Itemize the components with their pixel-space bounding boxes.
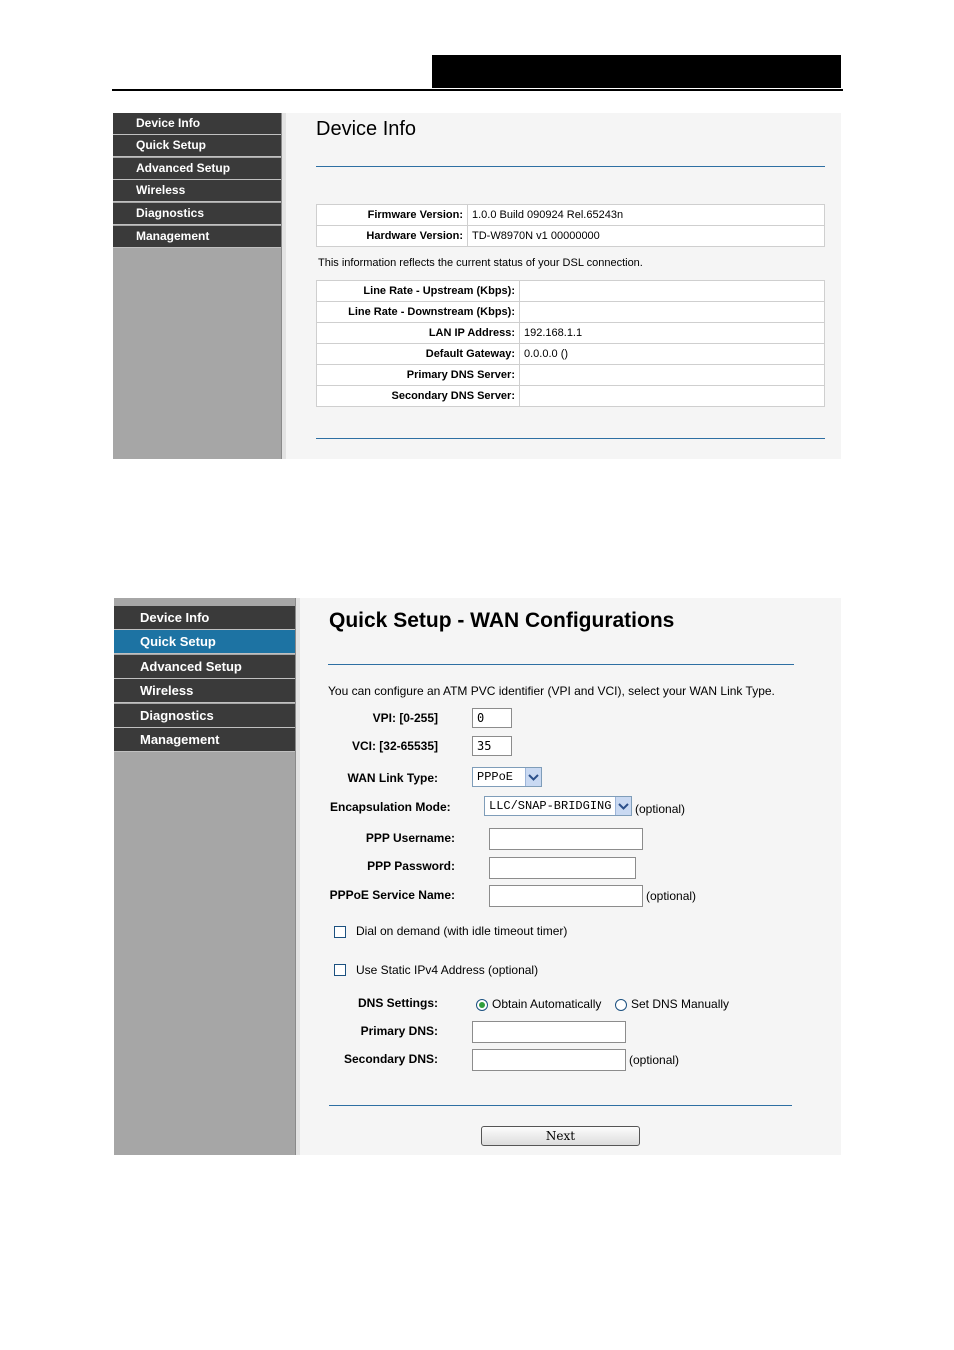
pppoe-optional-note: (optional) (646, 889, 697, 903)
title-divider (328, 664, 794, 665)
secondary-dns-input[interactable] (472, 1049, 626, 1071)
primary-dns-input[interactable] (472, 1021, 626, 1043)
ppp-username-input[interactable] (489, 828, 643, 850)
chevron-down-icon[interactable] (615, 797, 631, 815)
bottom-divider (329, 1105, 792, 1106)
sidebar-separator (295, 598, 300, 1155)
version-table (316, 204, 825, 247)
lan-ip-label: LAN IP Address: (317, 323, 520, 344)
secondary-dns-label: Secondary DNS: (343, 1052, 438, 1066)
page-title: Quick Setup - WAN Configurations (329, 609, 675, 632)
table-row (317, 344, 825, 365)
device-info-screenshot (113, 113, 841, 459)
encapsulation-mode-select[interactable] (484, 796, 632, 816)
dns-obtain-automatically-label: Obtain Automatically (492, 997, 602, 1011)
downstream-rate-label: Line Rate - Downstream (Kbps): (317, 302, 520, 323)
dial-on-demand-label: Dial on demand (with idle timeout timer) (356, 924, 568, 938)
ppp-password-label: PPP Password: (367, 859, 455, 873)
table-row (317, 386, 825, 407)
wan-link-type-value: PPPoE (477, 770, 514, 784)
menu-item-wireless[interactable]: Wireless (113, 180, 281, 202)
dsl-status-table (316, 280, 825, 407)
table-row (317, 205, 825, 226)
encapsulation-mode-label: Encapsulation Mode: (330, 800, 451, 814)
pppoe-service-name-label: PPPoE Service Name: (329, 888, 455, 902)
menu-item-advanced-setup[interactable]: Advanced Setup (114, 655, 295, 679)
menu-item-wireless[interactable]: Wireless (114, 679, 295, 703)
ppp-password-input[interactable] (489, 857, 636, 879)
pppoe-service-name-input[interactable] (489, 885, 643, 907)
sidebar-separator (281, 113, 286, 459)
hardware-version-label: Hardware Version: (317, 226, 468, 247)
secondary-dns-server-value (520, 386, 825, 407)
table-row (317, 226, 825, 247)
default-gateway-value: 0.0.0.0 () (520, 344, 825, 365)
menu-item-management[interactable]: Management (114, 728, 295, 752)
firmware-version-value: 1.0.0 Build 090924 Rel.65243n (468, 205, 825, 226)
dns-set-manually-label: Set DNS Manually (631, 997, 730, 1011)
upstream-rate-label: Line Rate - Upstream (Kbps): (317, 281, 520, 302)
dial-on-demand-checkbox[interactable] (334, 926, 346, 938)
title-divider (316, 166, 825, 167)
menu-item-diagnostics[interactable]: Diagnostics (113, 203, 281, 225)
vci-label: VCI: [32-65535] (351, 739, 438, 753)
static-ipv4-label: Use Static IPv4 Address (optional) (356, 963, 539, 977)
primary-dns-server-value (520, 365, 825, 386)
table-row (317, 281, 825, 302)
upstream-rate-value (520, 281, 825, 302)
menu-item-quick-setup[interactable]: Quick Setup (114, 630, 295, 654)
dns-obtain-automatically-radio[interactable] (476, 999, 488, 1011)
default-gateway-label: Default Gateway: (317, 344, 520, 365)
bottom-divider (316, 438, 825, 439)
table-row (317, 323, 825, 344)
downstream-rate-value (520, 302, 825, 323)
table-row (317, 365, 825, 386)
chevron-down-icon[interactable] (525, 768, 541, 786)
dns-settings-label: DNS Settings: (357, 996, 438, 1010)
menu-item-management[interactable]: Management (113, 226, 281, 248)
menu-item-diagnostics[interactable]: Diagnostics (114, 704, 295, 728)
configure-note: You can configure an ATM PVC identifier (VPI and VCI), select your WAN Link Type. (328, 684, 775, 698)
menu-item-quick-setup[interactable]: Quick Setup (113, 135, 281, 157)
lan-ip-value: 192.168.1.1 (520, 323, 825, 344)
encapsulation-optional-note: (optional) (635, 802, 686, 816)
next-button[interactable]: Next (481, 1126, 640, 1146)
page-title: Device Info (316, 118, 417, 140)
menu-item-device-info[interactable]: Device Info (113, 113, 281, 135)
menu-item-advanced-setup[interactable]: Advanced Setup (113, 158, 281, 180)
static-ipv4-checkbox[interactable] (334, 964, 346, 976)
table-row (317, 302, 825, 323)
wan-link-type-label: WAN Link Type: (347, 771, 438, 785)
dsl-status-note: This information reflects the current status of your DSL connection. (318, 257, 643, 269)
vpi-input[interactable]: 0 (472, 708, 512, 728)
secondary-dns-optional-note: (optional) (629, 1053, 680, 1067)
firmware-version-label: Firmware Version: (317, 205, 468, 226)
page-header-bar (432, 55, 841, 88)
dns-set-manually-radio[interactable] (615, 999, 627, 1011)
ppp-username-label: PPP Username: (365, 831, 455, 845)
menu-item-device-info[interactable]: Device Info (114, 606, 295, 630)
hardware-version-value: TD-W8970N v1 00000000 (468, 226, 825, 247)
encapsulation-mode-value: LLC/SNAP-BRIDGING (489, 799, 612, 813)
page-header-rule (112, 89, 843, 91)
primary-dns-label: Primary DNS: (360, 1024, 438, 1038)
secondary-dns-server-label: Secondary DNS Server: (317, 386, 520, 407)
wan-link-type-select[interactable] (472, 767, 542, 787)
vpi-label: VPI: [0-255] (372, 711, 438, 725)
quick-setup-screenshot (114, 598, 841, 1155)
vci-input[interactable]: 35 (472, 736, 512, 756)
primary-dns-server-label: Primary DNS Server: (317, 365, 520, 386)
